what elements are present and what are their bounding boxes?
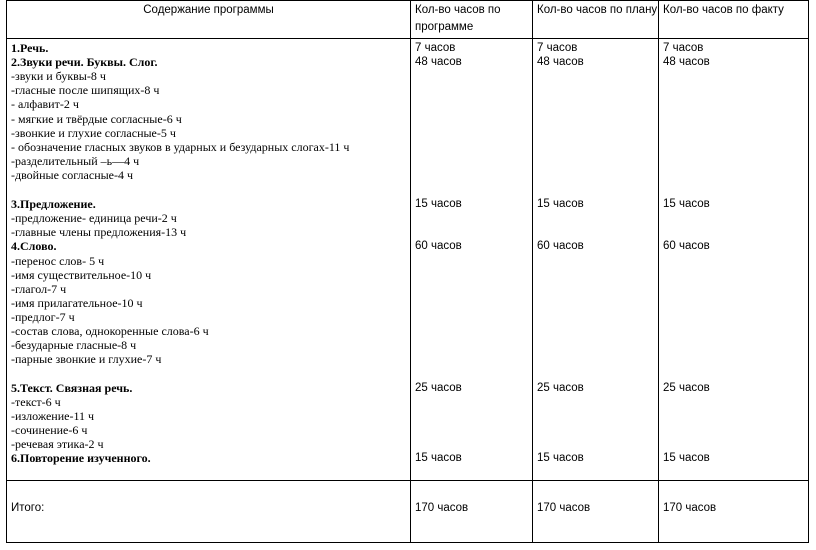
section-heading: 4.Слово. (11, 239, 57, 253)
header-hours-program: Кол-во часов по программе (411, 1, 533, 39)
content-cell (7, 39, 411, 481)
header-content: Содержание программы (7, 1, 411, 39)
hours-value: 15 часов (663, 198, 710, 210)
total-row (7, 481, 809, 543)
hours-value: 15 часов (663, 452, 710, 464)
topic-line: -речевая этика-2 ч (11, 437, 104, 451)
hours-value: 7 часов (537, 42, 578, 54)
topic-line: -сочинение-6 ч (11, 423, 88, 437)
hours-value: 25 часов (537, 382, 584, 394)
topic-line: -главные члены предложения-13 ч (11, 225, 187, 239)
topic-line: -гласные после шипящих-8 ч (11, 83, 160, 97)
total-label-cell (7, 481, 411, 543)
hours-plan-cell (533, 39, 659, 481)
section-heading: 3.Предложение. (11, 197, 96, 211)
topic-line: -имя существительное-10 ч (11, 268, 152, 282)
topic-line: -состав слова, однокоренные слова-6 ч (11, 324, 209, 338)
program-table (6, 0, 809, 543)
topic-line: -двойные согласные-4 ч (11, 168, 134, 182)
hours-value: 60 часов (537, 240, 584, 252)
hours-value: 25 часов (663, 382, 710, 394)
header-row (7, 1, 809, 39)
total-program-cell (411, 481, 533, 543)
topic-line: -звонкие и глухие согласные-5 ч (11, 126, 176, 140)
section-heading: 2.Звуки речи. Буквы. Слог. (11, 55, 158, 69)
hours-value: 15 часов (415, 452, 462, 464)
total-plan-cell (533, 481, 659, 543)
header-hours-fact: Кол-во часов по факту (659, 1, 809, 39)
hours-program-cell (411, 39, 533, 481)
topic-line: - алфавит-2 ч (11, 97, 79, 111)
section-heading: 1.Речь. (11, 41, 49, 55)
topic-line: -изложение-11 ч (11, 409, 95, 423)
topic-line: - мягкие и твёрдые согласные-6 ч (11, 112, 182, 126)
topic-line: -глагол-7 ч (11, 282, 67, 296)
topic-line: -имя прилагательное-10 ч (11, 296, 143, 310)
hours-value: 7 часов (663, 42, 704, 54)
total-label: Итого: (11, 502, 45, 514)
topic-line: -предложение- единица речи-2 ч (11, 211, 177, 225)
topic-line: -безударные гласные-8 ч (11, 338, 137, 352)
header-hours-plan: Кол-во часов по плану (533, 1, 659, 39)
topic-line: -парные звонкие и глухие-7 ч (11, 352, 162, 366)
hours-value: 25 часов (415, 382, 462, 394)
topic-line: -разделительный –ь—4 ч (11, 154, 140, 168)
hours-value: 60 часов (663, 240, 710, 252)
hours-value: 15 часов (415, 198, 462, 210)
topic-line: - обозначение гласных звуков в ударных и безударных слогах-11 ч (11, 140, 350, 154)
total-fact-cell (659, 481, 809, 543)
hours-value: 48 часов (537, 56, 584, 68)
hours-value: 15 часов (537, 452, 584, 464)
hours-value: 7 часов (415, 42, 456, 54)
hours-value: 60 часов (415, 240, 462, 252)
topic-line: -звуки и буквы-8 ч (11, 69, 106, 83)
topic-line: -перенос слов- 5 ч (11, 254, 105, 268)
total-hours-plan: 170 часов (537, 502, 591, 514)
topic-line: -текст-6 ч (11, 395, 61, 409)
content-row (7, 39, 809, 481)
hours-fact-cell (659, 39, 809, 481)
total-hours-program: 170 часов (415, 502, 469, 514)
section-heading: 5.Текст. Связная речь. (11, 381, 133, 395)
section-heading: 6.Повторение изученного. (11, 451, 151, 465)
hours-value: 15 часов (537, 198, 584, 210)
total-hours-fact: 170 часов (663, 502, 717, 514)
hours-value: 48 часов (663, 56, 710, 68)
hours-value: 48 часов (415, 56, 462, 68)
topic-line: -предлог-7 ч (11, 310, 75, 324)
